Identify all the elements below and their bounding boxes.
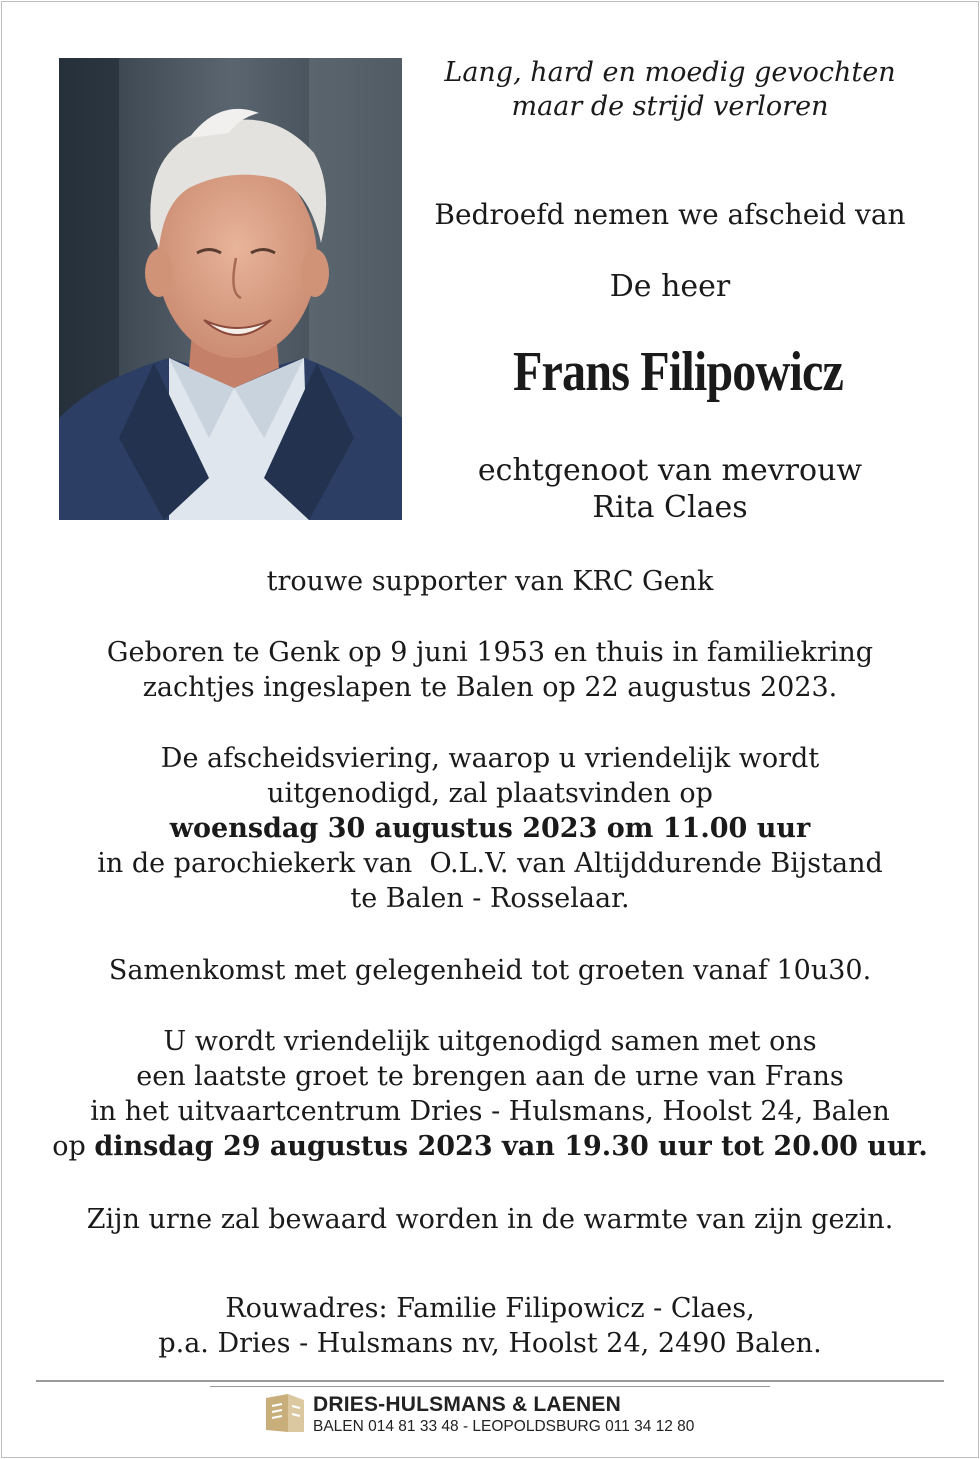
death-line: zachtjes ingeslapen te Balen op 22 augustus 2023. — [142, 672, 838, 703]
ceremony-date-bold: woensdag 30 augustus 2023 om 11.00 uur — [169, 813, 811, 844]
urn-line-3: in het uitvaartcentrum Dries - Hulsmans, Hoolst 24, Balen — [90, 1096, 890, 1127]
ceremony-line-1: De afscheidsviering, waarop u vriendelijk wordt — [160, 743, 820, 774]
deceased-name: Frans Filipowicz — [512, 341, 844, 403]
urn-line-4-prefix: op — [52, 1131, 95, 1162]
spouse-info — [420, 452, 920, 526]
urn-kept-text: Zijn urne zal bewaard worden in de warmte van zijn gezin. — [86, 1204, 894, 1235]
ceremony-line-2: uitgenodigd, zal plaatsvinden op — [267, 778, 713, 809]
birth-death-text — [40, 635, 940, 705]
footer-divider — [36, 1380, 944, 1382]
intro-text: Bedroefd nemen we afscheid van — [434, 198, 906, 231]
spouse-line-2: Rita Claes — [592, 490, 748, 525]
portrait-photo — [59, 58, 402, 520]
funeral-home-logo-icon — [262, 1392, 308, 1436]
urn-farewell-text — [40, 1024, 940, 1164]
funeral-home-name: DRIES-HULSMANS & LAENEN — [313, 1393, 621, 1416]
address-line-1: Rouwadres: Familie Filipowicz - Claes, — [225, 1293, 755, 1324]
footer-divider-inner — [210, 1386, 770, 1387]
gathering-text: Samenkomst met gelegenheid tot groeten vanaf 10u30. — [108, 955, 872, 986]
funeral-home-contact: BALEN 014 81 33 48 - LEOPOLDSBURG 011 34 12 80 — [313, 1418, 695, 1435]
urn-line-2: een laatste groet te brengen aan de urne van Frans — [136, 1061, 844, 1092]
mourning-address — [40, 1291, 940, 1361]
supporter-text: trouwe supporter van KRC Genk — [266, 566, 714, 597]
ceremony-date — [40, 811, 940, 846]
ceremony-line-4: in de parochiekerk van O.L.V. van Altijddurende Bijstand — [97, 848, 883, 879]
salutation: De heer — [609, 269, 731, 304]
motto-line-1: Lang, hard en moedig gevochten — [444, 57, 896, 88]
urn-line-1: U wordt vriendelijk uitgenodigd samen met ons — [163, 1026, 817, 1057]
urn-date-bold: dinsdag 29 augustus 2023 van 19.30 uur tot 20.00 uur. — [94, 1131, 928, 1162]
address-line-2: p.a. Dries - Hulsmans nv, Hoolst 24, 2490 Balen. — [158, 1328, 822, 1359]
ceremony-line-5: te Balen - Rosselaar. — [350, 883, 630, 914]
birth-line: Geboren te Genk op 9 juni 1953 en thuis in familiekring — [106, 637, 874, 668]
motto — [420, 56, 920, 124]
motto-line-2: maar de strijd verloren — [511, 91, 829, 122]
urn-line-4 — [40, 1129, 940, 1164]
ceremony-text — [40, 741, 940, 916]
spouse-line-1: echtgenoot van mevrouw — [477, 453, 863, 488]
